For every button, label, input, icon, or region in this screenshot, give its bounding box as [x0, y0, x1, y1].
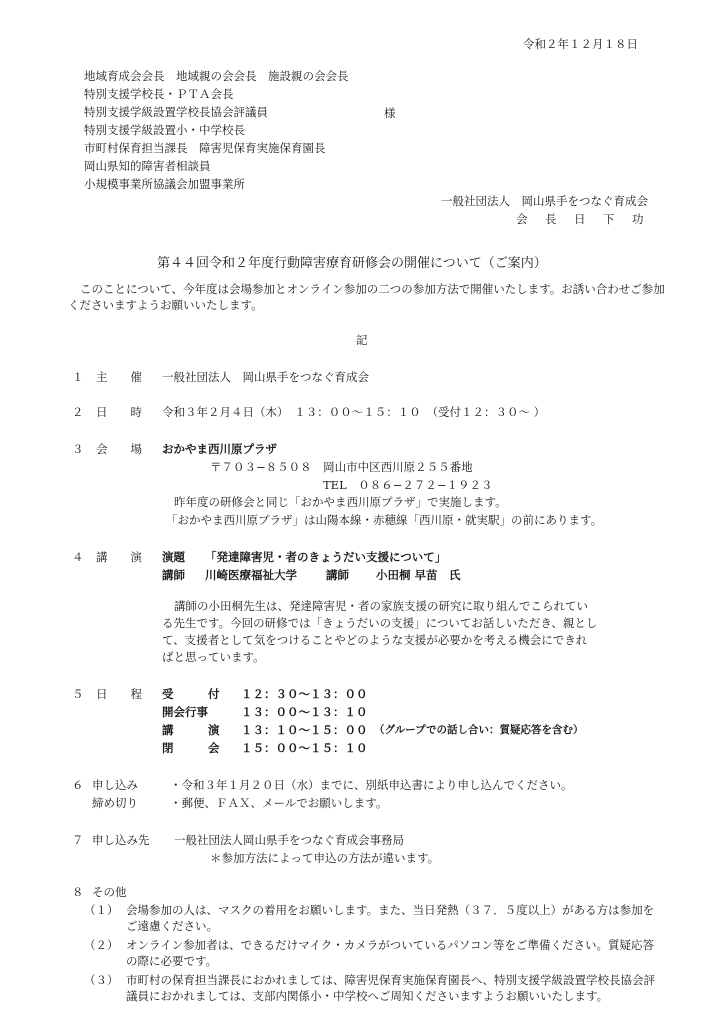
section-label: 講 演 — [96, 550, 142, 564]
other-item-number: （２） — [84, 938, 119, 952]
ki-marker: 記 — [356, 333, 368, 347]
recipient-line: 特別支援学校長・ＰＴＡ会長 — [84, 87, 234, 101]
contact-text: 一般社団法人岡山県手をつなぐ育成会事務局 — [174, 833, 404, 847]
sender-name: 会 長 日 下 功 — [516, 212, 647, 226]
recipient-line: 特別支援学級設置小・中学校長 — [84, 123, 245, 137]
application-line: ・令和３年１月２０日（水）までに、別紙申込書により申し込んでください。 — [170, 778, 573, 792]
lecturer-affiliation: 川崎医療福祉大学 — [205, 568, 297, 582]
contact-note: ＊参加方法によって申込の方法が違います。 — [210, 851, 440, 865]
schedule-time: １２：３０〜１３：００ — [241, 687, 368, 701]
recipient-line: 小規模事業所協議会加盟事業所 — [84, 177, 245, 191]
lecture-description: 講師の小田桐先生は、発達障害児・者の家族支援の研究に取り組んでこられている先生です。今回の研修では「きょうだいの支援」についてお話しいただき、親として、支援者として気をつけることやどのような支援が必要かを考える機会にできればと思っています。 — [162, 599, 598, 664]
section-label: 日 時 — [96, 405, 142, 419]
schedule-time: １３：００〜１３：１０ — [241, 705, 368, 719]
section-label: その他 — [92, 885, 127, 899]
schedule-item: 開会行事 — [162, 705, 208, 719]
section-number: １ — [72, 370, 84, 384]
schedule-item: 講 演 — [162, 723, 220, 737]
datetime-text: 令和３年２月４日（木） １３：００〜１５：１０ （受付１２：３０〜 ） — [162, 405, 546, 419]
section-label: 会 場 — [96, 442, 142, 456]
section-number: ４ — [72, 550, 84, 564]
venue-note: 昨年度の研修会と同じ「おかやま西川原プラザ」で実施します。 — [174, 495, 507, 509]
venue-name: おかやま西川原プラザ — [162, 442, 277, 456]
schedule-time: １５：００〜１５：１０ — [241, 741, 368, 755]
sender-org: 一般社団法人 岡山県手をつなぐ育成会 — [441, 194, 648, 208]
lecturer-name: 小田桐 早苗 氏 — [376, 568, 461, 582]
intro-paragraph: このことについて、今年度は会場参加とオンライン参加の二つの参加方法で開催いたします。お誘い合わせご参加くださいますようお願いいたします。 — [68, 282, 665, 312]
section-label: 日 程 — [96, 687, 142, 701]
application-line: ・郵便、ＦＡＸ、メールでお願いします。 — [170, 796, 388, 810]
lecture-topic-label: 演題 — [162, 550, 185, 564]
document-date: 令和２年１２月１８日 — [523, 37, 638, 51]
lecturer-role: 講師 — [326, 568, 349, 582]
section-number: ２ — [72, 405, 84, 419]
section-label-sub: 締め切り — [92, 796, 138, 810]
other-item-text: 会場参加の人は、マスクの着用をお願いします。また、当日発熱（３７．５度以上）がある方は参加をご遠慮ください。 — [126, 903, 655, 933]
document-title: 第４４回令和２年度行動障害療育研修会の開催について（ご案内） — [157, 256, 547, 271]
lecturer-label: 講師 — [162, 568, 185, 582]
venue-note: 「おかやま西川原プラザ」は山陽本線・赤穂線「西川原・就実駅」の前にあります。 — [166, 513, 603, 527]
recipient-line: 市町村保育担当課長 障害児保育実施保育園長 — [84, 141, 326, 155]
recipient-line: 地域育成会会長 地域親の会会長 施設親の会会長 — [84, 69, 349, 83]
other-item-text: 市町村の保育担当課長におかれましては、障害児保育実施保育園長へ、特別支援学級設置学校長協会評議員におかれましては、支部内関係小・中学校へご周知くださいますようお願いいたします。 — [126, 973, 655, 1003]
schedule-note: （グループでの話し合い：質疑応答を含む） — [374, 724, 584, 736]
other-item-number: （１） — [84, 903, 119, 917]
venue-address: 〒７０３−８５０８ 岡山市中区西川原２５５番地 — [210, 460, 473, 474]
section-label: 申し込み — [92, 778, 138, 792]
section-label: 申し込み先 — [92, 833, 150, 847]
recipient-line: 特別支援学級設置学校長協会評議員 — [84, 105, 268, 119]
section-number: ６ — [72, 778, 84, 792]
schedule-time: １３：１０〜１５：００ — [241, 723, 368, 737]
other-item-number: （３） — [84, 973, 119, 987]
section-number: ７ — [72, 833, 84, 847]
host-text: 一般社団法人 岡山県手をつなぐ育成会 — [162, 370, 369, 384]
schedule-item: 受 付 — [162, 687, 220, 701]
section-number: ８ — [72, 885, 84, 899]
other-item-text: オンライン参加者は、できるだけマイク・カメラがついているパソコン等をご準備ください。質疑応答の際に必要です。 — [126, 938, 654, 968]
section-label: 主 催 — [96, 370, 142, 384]
lecture-topic: 「発達障害児・者のきょうだい支援について」 — [205, 550, 447, 564]
section-number: ３ — [72, 442, 84, 456]
schedule-item: 閉 会 — [162, 741, 220, 755]
recipient-line: 岡山県知的障害者相談員 — [84, 159, 211, 173]
venue-tel: TEL ０８６−２７２−１９２３ — [323, 478, 493, 492]
honorific: 様 — [384, 106, 396, 120]
section-number: ５ — [72, 687, 84, 701]
